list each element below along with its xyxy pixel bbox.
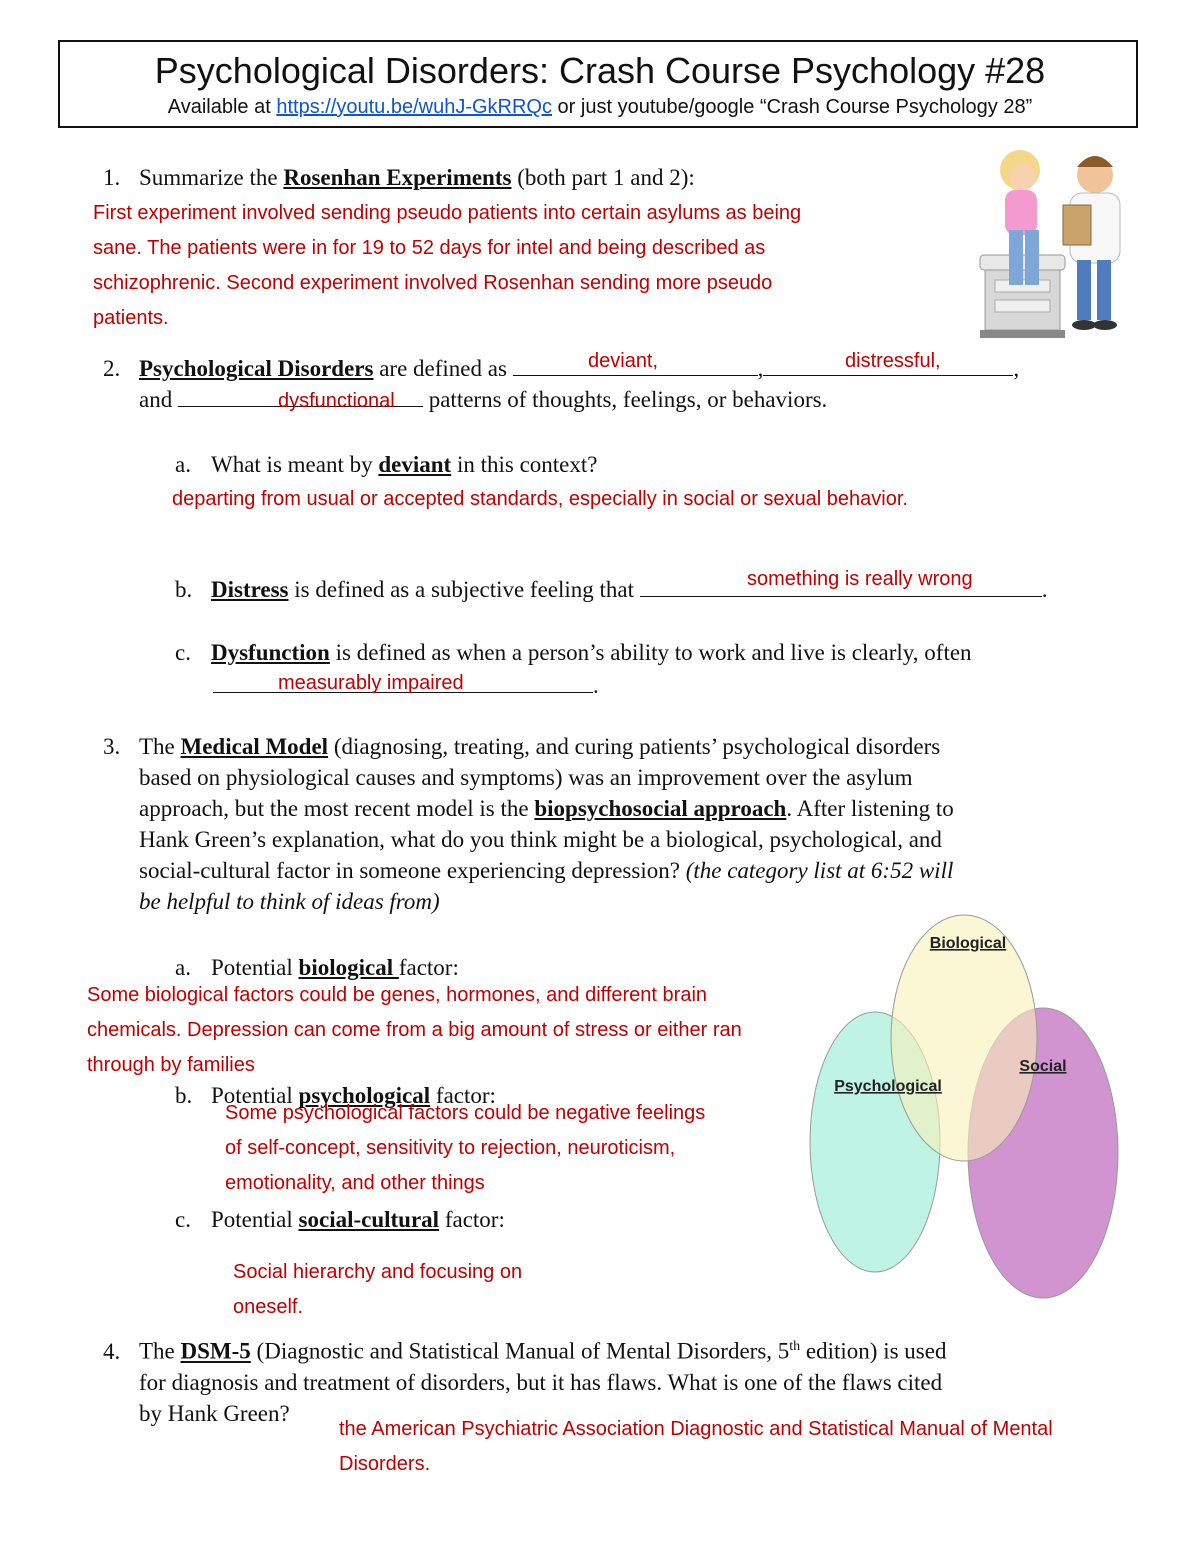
venn-diagram xyxy=(800,905,1140,1325)
q3b-text-end: factor: xyxy=(430,1083,496,1108)
q4-sup: th xyxy=(789,1339,801,1354)
q2-line-2 xyxy=(139,384,827,415)
q4-line-2: for diagnosis and treatment of disorders, but it has flaws. What is one of the flaws cited xyxy=(139,1369,943,1395)
q3c-answer xyxy=(233,1255,633,1325)
q3c-label: c. xyxy=(175,1207,191,1232)
q4-number: 4. xyxy=(103,1338,121,1364)
q2b-period: . xyxy=(1041,577,1048,602)
q4-term: DSM-5 xyxy=(180,1338,251,1364)
q3a-answer-line: through by families xyxy=(87,1054,255,1076)
q4-text-b: edition) is used xyxy=(800,1338,947,1364)
venn-label-psychological: Psychological xyxy=(834,1078,942,1095)
q3-line-1 xyxy=(103,731,1143,762)
q4-line-1 xyxy=(103,1331,1163,1367)
page-subtitle xyxy=(0,96,1200,119)
q4-text-a: (Diagnostic and Statistical Manual of Mental Disorders, 5 xyxy=(250,1338,790,1364)
venn-label-biological: Biological xyxy=(929,935,1007,952)
q2a xyxy=(175,449,597,480)
q3-text: The xyxy=(139,734,181,759)
q3c-term: social-cultural xyxy=(298,1207,440,1232)
q3b-answer-line: Some psychological factors could be negative feelings xyxy=(225,1102,706,1124)
q3a-label: a. xyxy=(175,955,191,980)
q3b-term: psychological xyxy=(298,1083,431,1108)
q3a-answer-line: chemicals. Depression can come from a big amount of stress or either ran xyxy=(87,1019,742,1041)
q1-text: Summarize the xyxy=(139,165,284,190)
q3a-text-end: factor: xyxy=(398,955,459,980)
q2b-answer: something is really wrong xyxy=(747,568,973,590)
q1-answer-line: First experiment involved sending pseudo patients into certain asylums as being xyxy=(93,202,802,224)
doctor-patient-illustration xyxy=(965,135,1145,345)
q2b-label: b. xyxy=(175,577,193,602)
q4-text: The xyxy=(139,1338,181,1364)
q1-text-end: (both part 1 and 2): xyxy=(511,165,695,190)
q2c-label: c. xyxy=(175,640,191,665)
q3-l3-text: approach, but the most recent model is the xyxy=(139,796,535,821)
video-link[interactable]: https://youtu.be/wuhJ-GkRRQc xyxy=(276,96,552,118)
venn-label-social: Social xyxy=(1019,1058,1067,1075)
q4-line-3: by Hank Green? xyxy=(139,1400,290,1426)
q2a-term: deviant xyxy=(378,452,452,477)
q3b-answer-line: emotionality, and other things xyxy=(225,1172,485,1194)
q1-answer-line: schizophrenic. Second experiment involved Rosenhan sending more pseudo xyxy=(93,272,773,294)
q2a-label: a. xyxy=(175,452,191,477)
q2-and: and xyxy=(139,387,178,412)
q3-l6-italic: be helpful to think of ideas from) xyxy=(139,889,440,914)
q3b-answer xyxy=(225,1096,825,1201)
q2-line2-text: patterns of thoughts, feelings, or behaviors. xyxy=(422,387,828,412)
q4-answer-line: the American Psychiatric Association Diagnostic and Statistical Manual of Mental xyxy=(339,1418,1053,1440)
q3a-term: biological xyxy=(298,955,399,980)
q2a-text: What is meant by xyxy=(211,452,379,477)
question-1 xyxy=(103,162,695,193)
question-3 xyxy=(103,731,1143,917)
q3c-text-end: factor: xyxy=(439,1207,505,1232)
q2a-answer: departing from usual or accepted standards, especially in social or sexual behavior. xyxy=(172,488,908,510)
q3b-text: Potential xyxy=(211,1083,299,1108)
subtitle-suffix: or just youtube/google “Crash Course Psychology 28” xyxy=(552,96,1033,118)
q3c xyxy=(175,1204,505,1235)
q2b-term: Distress xyxy=(211,577,289,602)
q2c xyxy=(175,637,972,668)
q2-answer-dysfunctional: dysfunctional xyxy=(278,390,395,412)
q3a-answer xyxy=(87,978,867,1083)
q2b-text: is defined as a subjective feeling that xyxy=(288,577,640,602)
q2c-term: Dysfunction xyxy=(211,640,330,665)
q2-answer-deviant: deviant, xyxy=(588,350,659,372)
q3a-text: Potential xyxy=(211,955,299,980)
q1-term: Rosenhan Experiments xyxy=(283,165,512,190)
q3-l3-term: biopsychosocial approach xyxy=(534,796,787,821)
q3-l5-italic: (the category list at 6:52 will xyxy=(685,858,954,883)
q3b-label: b. xyxy=(175,1083,193,1108)
page-title: Psychological Disorders: Crash Course Psychology #28 xyxy=(154,50,1046,91)
q2-text: are defined as xyxy=(373,356,513,381)
q3-line-2: based on physiological causes and symptoms) was an improvement over the asylum xyxy=(139,765,913,790)
q2-comma: , xyxy=(1013,356,1020,381)
subtitle-prefix: Available at xyxy=(167,96,277,118)
q3c-text: Potential xyxy=(211,1207,299,1232)
q2-answer-distressful: distressful, xyxy=(845,350,941,372)
q3-line-5 xyxy=(103,855,1143,886)
q4-answer xyxy=(339,1412,1199,1482)
q1-answer-line: sane. The patients were in for 19 to 52 days for intel and being described as xyxy=(93,237,766,259)
q1-answer-line: patients. xyxy=(93,307,169,329)
q1-answer xyxy=(93,196,963,336)
q3-l5-text: social-cultural factor in someone experiencing depression? xyxy=(139,858,686,883)
q3-term: Medical Model xyxy=(180,734,329,759)
q2-term: Psychological Disorders xyxy=(139,356,374,381)
q3b-answer-line: of self-concept, sensitivity to rejection, neuroticism, xyxy=(225,1137,676,1159)
q2c-text: is defined as when a person’s ability to work and live is clearly, often xyxy=(329,640,972,665)
q4-answer-line: Disorders. xyxy=(339,1453,431,1475)
q3c-answer-line: Social hierarchy and focusing on xyxy=(233,1261,523,1283)
q3-text-end: (diagnosing, treating, and curing patients’ psychological disorders xyxy=(328,734,941,759)
q3-l3-end: . After listening to xyxy=(786,796,954,821)
q1-number: 1. xyxy=(103,165,121,190)
q2a-text-end: in this context? xyxy=(451,452,598,477)
q3-number: 3. xyxy=(103,734,121,759)
q2c-period: . xyxy=(593,673,599,698)
q2-comma: , xyxy=(757,356,764,381)
q2c-answer: measurably impaired xyxy=(278,672,464,694)
q3-line-4: Hank Green’s explanation, what do you think might be a biological, psychological, and xyxy=(139,827,942,852)
q3c-answer-line: oneself. xyxy=(233,1296,304,1318)
q2-number: 2. xyxy=(103,356,121,381)
q3-line-3 xyxy=(103,793,1143,824)
q3a-answer-line: Some biological factors could be genes, hormones, and different brain xyxy=(87,984,708,1006)
